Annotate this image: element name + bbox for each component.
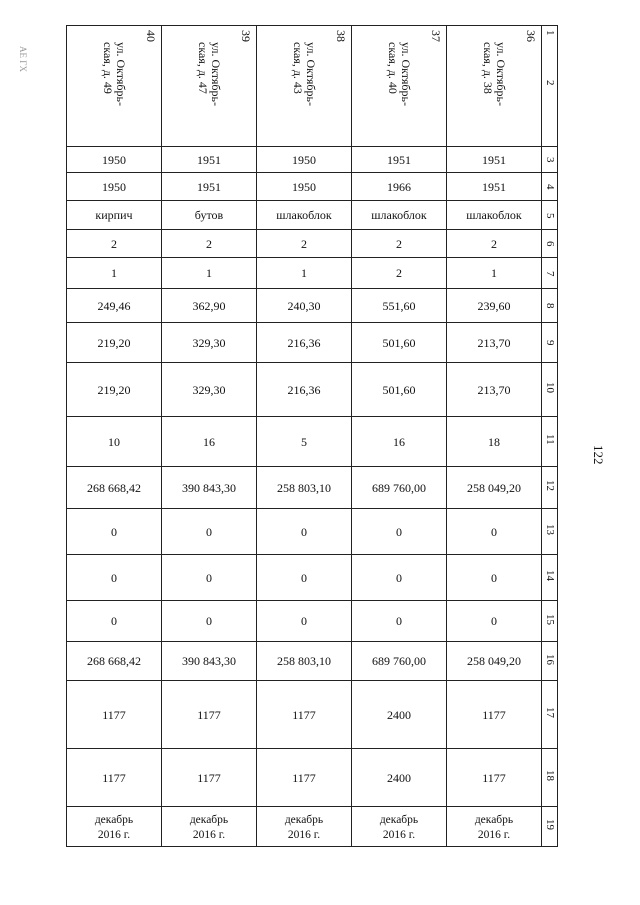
table-row	[67, 323, 558, 363]
table-cell	[257, 417, 352, 467]
table-cell	[162, 363, 257, 417]
cell-value: 216,36	[287, 335, 321, 350]
table-cell	[447, 555, 542, 601]
table-row	[67, 363, 558, 417]
table-cell	[352, 555, 447, 601]
table-cell	[447, 749, 542, 807]
row-number: 7	[544, 270, 556, 276]
row-number-cell	[542, 601, 558, 642]
cell-value: 2	[111, 236, 117, 251]
cell-value: 1951	[197, 179, 221, 194]
cell-date: декабрь 2016 г.	[474, 813, 514, 841]
cell-value: 1	[111, 266, 117, 280]
row-number: 10	[544, 382, 556, 393]
table-cell	[67, 555, 162, 601]
row-number: 6	[544, 241, 556, 247]
cell-value: 1950	[102, 179, 126, 194]
cell-date: декабрь 2016 г.	[189, 813, 229, 841]
cell-value: 16	[203, 434, 215, 449]
cell-value: 1	[491, 266, 497, 280]
row-number-cell	[542, 509, 558, 555]
table-cell	[162, 749, 257, 807]
table-cell	[447, 323, 542, 363]
table-cell	[352, 467, 447, 509]
table-row	[67, 555, 558, 601]
record-address: ул. Октябрь- ская, д. 38	[481, 42, 508, 106]
cell-value: 0	[301, 570, 307, 585]
table-cell	[352, 807, 447, 847]
cell-value: 216,36	[287, 382, 321, 397]
record-number: 38	[334, 30, 348, 42]
table-cell	[352, 173, 447, 201]
record-number: 37	[429, 30, 443, 42]
cell-value: 5	[301, 434, 307, 449]
cell-value: 1966	[387, 179, 411, 194]
table-cell	[67, 681, 162, 749]
table-cell	[67, 749, 162, 807]
cell-value: 362,90	[192, 298, 226, 313]
table-cell	[257, 749, 352, 807]
cell-value: 2	[206, 236, 212, 251]
table-cell	[447, 681, 542, 749]
cell-value: 501,60	[382, 335, 416, 350]
cell-value: 1177	[482, 770, 506, 785]
cell-value: 1177	[482, 707, 506, 722]
table-row	[67, 173, 558, 201]
table-cell	[257, 289, 352, 323]
table-cell	[67, 417, 162, 467]
table-cell	[257, 363, 352, 417]
cell-value: 240,30	[287, 298, 321, 313]
row-number: 19	[544, 819, 556, 830]
row-number-cell	[542, 230, 558, 258]
cell-value: 1950	[292, 179, 316, 194]
table-cell	[352, 509, 447, 555]
cell-value: 2400	[387, 770, 411, 785]
cell-value: бутов	[194, 208, 224, 222]
row-number: 2	[544, 79, 556, 85]
table-cell	[257, 173, 352, 201]
table-row	[67, 749, 558, 807]
table-cell	[447, 601, 542, 642]
row-number: 5	[544, 212, 556, 218]
record-address: ул. Октябрь- ская, д. 43	[291, 42, 318, 106]
cell-value: 1	[206, 266, 212, 280]
table-cell	[257, 509, 352, 555]
table-cell	[162, 289, 257, 323]
table-cell	[352, 363, 447, 417]
table-cell	[447, 467, 542, 509]
cell-value: 0	[206, 570, 212, 585]
cell-value: 2	[396, 236, 402, 251]
address-cell	[67, 26, 162, 147]
cell-value: 0	[396, 614, 402, 628]
table-cell	[447, 173, 542, 201]
cell-value: 219,20	[97, 335, 131, 350]
row-number: 8	[544, 303, 556, 309]
cell-value: 16	[393, 434, 405, 449]
row-number: 9	[544, 340, 556, 346]
table-cell	[67, 601, 162, 642]
table-cell	[67, 230, 162, 258]
table-cell	[67, 509, 162, 555]
table-row	[67, 681, 558, 749]
cell-value: 0	[111, 614, 117, 628]
table-cell	[162, 230, 257, 258]
cell-date: декабрь 2016 г.	[379, 813, 419, 841]
table-cell	[447, 230, 542, 258]
cell-value: 0	[491, 570, 497, 585]
table-cell	[162, 555, 257, 601]
address-cell	[352, 26, 447, 147]
table-cell	[447, 289, 542, 323]
row-number-cell	[542, 201, 558, 230]
table-cell	[162, 807, 257, 847]
cell-value: 501,60	[382, 382, 416, 397]
cell-value: 0	[301, 524, 307, 539]
table-cell	[162, 258, 257, 289]
cell-value: 329,30	[192, 335, 226, 350]
table-cell	[162, 467, 257, 509]
table-cell	[67, 807, 162, 847]
cell-value: шлакоблок	[466, 208, 522, 222]
table-cell	[67, 323, 162, 363]
row-number: 11	[544, 434, 556, 445]
table-cell	[257, 147, 352, 173]
row-number: 4	[544, 184, 556, 190]
row-number: 14	[544, 570, 556, 581]
cell-value: 2	[396, 266, 402, 280]
row-number-cell	[542, 417, 558, 467]
cell-value: 0	[206, 614, 212, 628]
table-cell	[257, 230, 352, 258]
table-cell	[162, 681, 257, 749]
row-number-cell	[542, 323, 558, 363]
corner-mark: АЕ ГХ	[18, 46, 28, 72]
address-cell	[162, 26, 257, 147]
table-cell	[257, 323, 352, 363]
cell-value: 258 049,20	[467, 654, 521, 668]
cell-value: 2	[301, 236, 307, 251]
cell-value: 1177	[102, 770, 126, 785]
row-number-cell	[542, 749, 558, 807]
table-cell	[352, 417, 447, 467]
cell-value: 390 843,30	[182, 654, 236, 668]
cell-value: 258 049,20	[467, 480, 521, 495]
cell-value: 2400	[387, 707, 411, 722]
cell-value: 1	[301, 266, 307, 280]
row-number-cell	[542, 555, 558, 601]
table-cell	[257, 467, 352, 509]
table-cell	[352, 601, 447, 642]
table-cell	[447, 363, 542, 417]
table-row	[67, 26, 558, 147]
cell-value: 0	[396, 524, 402, 539]
cell-value: 10	[108, 434, 120, 449]
cell-value: 551,60	[382, 298, 416, 313]
table-cell	[67, 642, 162, 681]
table-cell	[67, 289, 162, 323]
table-cell	[352, 749, 447, 807]
table-cell	[352, 323, 447, 363]
cell-value: 390 843,30	[182, 480, 236, 495]
table-row	[67, 417, 558, 467]
table-cell	[352, 230, 447, 258]
table-cell	[162, 201, 257, 230]
cell-value: 258 803,10	[277, 480, 331, 495]
cell-value: 1951	[387, 152, 411, 167]
table-row	[67, 509, 558, 555]
table-row	[67, 642, 558, 681]
table-cell	[352, 642, 447, 681]
cell-value: 0	[491, 614, 497, 628]
table-cell	[447, 642, 542, 681]
cell-value: 1177	[102, 707, 126, 722]
table-row	[67, 230, 558, 258]
record-number: 40	[144, 30, 158, 42]
table-row	[67, 807, 558, 847]
table-cell	[257, 642, 352, 681]
table-row	[67, 601, 558, 642]
table-cell	[257, 201, 352, 230]
row-number: 12	[544, 480, 556, 491]
address-cell	[257, 26, 352, 147]
record-address: ул. Октябрь- ская, д. 49	[101, 42, 128, 106]
row-number-cell	[542, 467, 558, 509]
cell-date: декабрь 2016 г.	[284, 813, 324, 841]
cell-value: 268 668,42	[87, 480, 141, 495]
table-cell	[162, 323, 257, 363]
table-cell	[162, 642, 257, 681]
table-cell	[162, 147, 257, 173]
cell-value: 219,20	[97, 382, 131, 397]
cell-value: 249,46	[97, 298, 131, 313]
cell-value: 0	[491, 524, 497, 539]
table-row	[67, 467, 558, 509]
cell-value: 329,30	[192, 382, 226, 397]
cell-value: 1950	[292, 152, 316, 167]
table-cell	[257, 601, 352, 642]
row-number-cell	[542, 173, 558, 201]
row-number: 3	[544, 157, 556, 163]
table-cell	[447, 807, 542, 847]
table-cell	[257, 681, 352, 749]
cell-value: 0	[396, 570, 402, 585]
table-row	[67, 147, 558, 173]
cell-value: 213,70	[477, 335, 511, 350]
table-cell	[447, 509, 542, 555]
record-address: ул. Октябрь- ская, д. 47	[196, 42, 223, 106]
table-body	[67, 26, 558, 847]
cell-value: 1951	[482, 179, 506, 194]
cell-value: 2	[491, 236, 497, 251]
record-number: 36	[524, 30, 538, 42]
row-number-cell	[542, 807, 558, 847]
cell-value: 213,70	[477, 382, 511, 397]
data-table	[66, 25, 558, 847]
cell-value: 689 760,00	[372, 654, 426, 668]
cell-value: 1951	[482, 152, 506, 167]
cell-value: 1177	[197, 707, 221, 722]
table-cell	[162, 417, 257, 467]
cell-value: кирпич	[95, 208, 133, 222]
table-cell	[67, 258, 162, 289]
cell-date: декабрь 2016 г.	[94, 813, 134, 841]
cell-value: 0	[206, 524, 212, 539]
table-cell	[447, 201, 542, 230]
table-cell	[352, 258, 447, 289]
cell-value: 1177	[292, 770, 316, 785]
address-cell	[447, 26, 542, 147]
table-cell	[257, 807, 352, 847]
table-cell	[257, 555, 352, 601]
row-number: 16	[544, 653, 556, 665]
table-cell	[447, 147, 542, 173]
row-number: 17	[544, 707, 556, 718]
row-number-cell	[542, 26, 558, 147]
cell-value: 1951	[197, 152, 221, 167]
row-number-cell	[542, 289, 558, 323]
row-number-cell	[542, 147, 558, 173]
table-cell	[447, 258, 542, 289]
record-number: 39	[239, 30, 253, 42]
row-number: 15	[544, 613, 556, 625]
page-number: 122	[591, 445, 606, 465]
cell-value: шлакоблок	[371, 208, 427, 222]
row-number: 18	[544, 770, 556, 781]
cell-value: 0	[111, 570, 117, 585]
table-cell	[257, 258, 352, 289]
row-number-cell	[542, 681, 558, 749]
cell-value: 1177	[197, 770, 221, 785]
cell-value: 689 760,00	[372, 480, 426, 495]
table-cell	[67, 467, 162, 509]
table-cell	[162, 509, 257, 555]
table-cell	[352, 289, 447, 323]
table-cell	[67, 173, 162, 201]
table-cell	[352, 201, 447, 230]
table-cell	[352, 147, 447, 173]
table-cell	[162, 601, 257, 642]
cell-value: 18	[488, 434, 500, 449]
row-number-cell	[542, 258, 558, 289]
row-number: 13	[544, 524, 556, 535]
row-number: 1	[544, 30, 556, 36]
row-number-cell	[542, 363, 558, 417]
cell-value: 268 668,42	[87, 654, 141, 668]
cell-value: 0	[111, 524, 117, 539]
table-cell	[67, 201, 162, 230]
cell-value: 1177	[292, 707, 316, 722]
table-row	[67, 201, 558, 230]
cell-value: 0	[301, 614, 307, 628]
table-cell	[162, 173, 257, 201]
cell-value: 258 803,10	[277, 654, 331, 668]
table-row	[67, 258, 558, 289]
record-address: ул. Октябрь- ская, д. 40	[386, 42, 413, 106]
cell-value: 239,60	[477, 298, 511, 313]
cell-value: 1950	[102, 152, 126, 167]
table-cell	[67, 147, 162, 173]
table-cell	[67, 363, 162, 417]
table-cell	[447, 417, 542, 467]
row-number-cell	[542, 642, 558, 681]
cell-value: шлакоблок	[276, 208, 332, 222]
table-row	[67, 289, 558, 323]
table-cell	[352, 681, 447, 749]
